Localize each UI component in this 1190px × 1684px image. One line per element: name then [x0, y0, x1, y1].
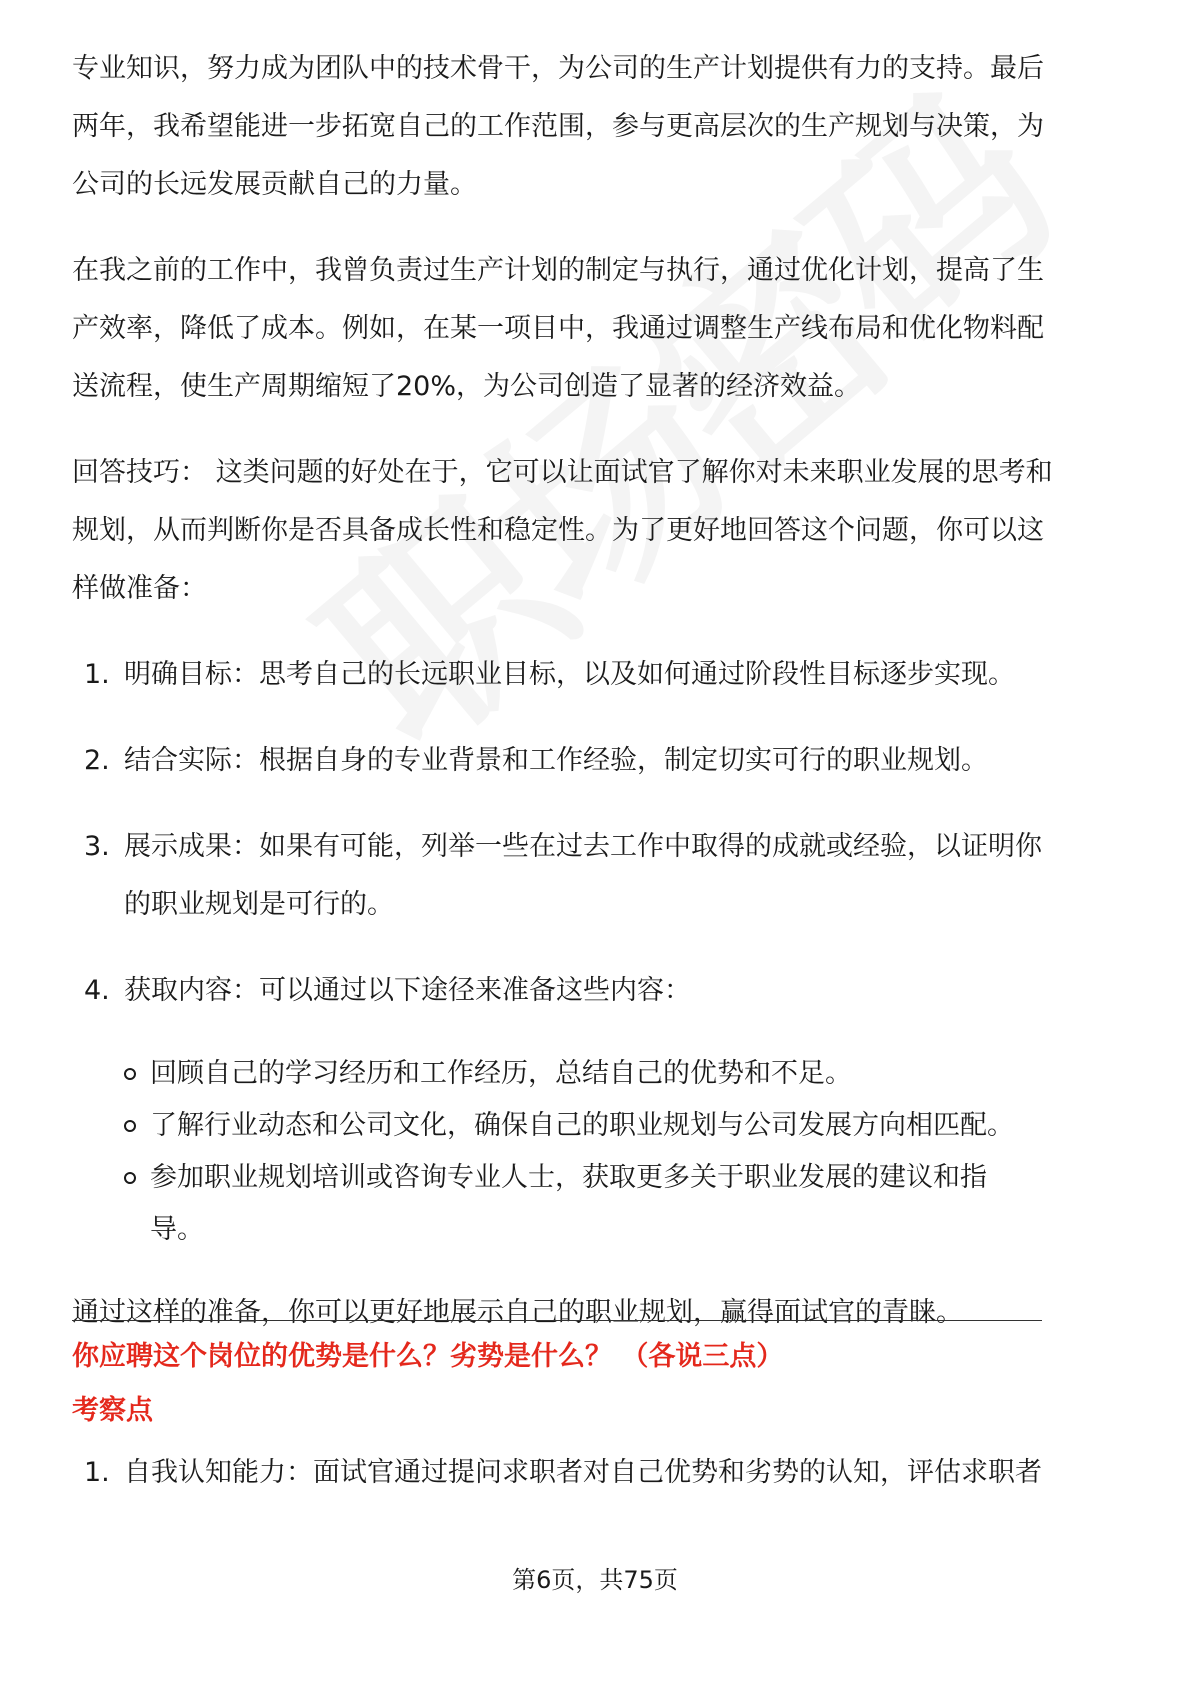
page-footer: 第6页，共75页: [512, 1566, 678, 1594]
section-divider: [72, 1320, 1042, 1321]
bullet-item-text: 回顾自己的学习经历和工作经历，总结自己的优势和不足。: [150, 1058, 852, 1089]
section-subheading: 考察点: [72, 1395, 153, 1426]
text-line: 送流程，使生产周期缩短了20%，为公司创造了显著的经济效益。: [72, 371, 862, 402]
list-number: 3.: [84, 831, 110, 862]
paragraph-answer-tips: [72, 444, 1132, 618]
list-item-text: 自我认知能力：面试官通过提问求职者对自己优势和劣势的认知，评估求职者: [124, 1457, 1042, 1488]
list-item: [72, 646, 1132, 704]
bullet-item: [124, 1100, 1132, 1152]
list-item: [72, 818, 1132, 934]
bullet-item-text: 了解行业动态和公司文化，确保自己的职业规划与公司发展方向相匹配。: [150, 1110, 1014, 1141]
bullet-item: [124, 1048, 1132, 1100]
bullet-item-text: 参加职业规划培训或咨询专业人士，获取更多关于职业发展的建议和指: [150, 1162, 987, 1193]
bullet-list: [72, 1048, 1132, 1256]
text-line: 在我之前的工作中，我曾负责过生产计划的制定与执行，通过优化计划，提高了生: [72, 255, 1044, 286]
list-item-text: 结合实际：根据自身的专业背景和工作经验，制定切实可行的职业规划。: [124, 745, 988, 776]
bullet-item-text: 导。: [150, 1214, 204, 1245]
list-item: [72, 732, 1132, 790]
text-line: 样做准备：: [72, 573, 207, 604]
list-number: 2.: [84, 745, 110, 776]
circle-bullet-icon: [124, 1068, 136, 1080]
list-item-text: 获取内容：可以通过以下途径来准备这些内容：: [124, 975, 691, 1006]
question-heading: 你应聘这个岗位的优势是什么？劣势是什么？ （各说三点）: [72, 1341, 784, 1372]
paragraph-closing: 通过这样的准备，你可以更好地展示自己的职业规划，赢得面试官的青睐。: [72, 1297, 963, 1328]
text-line: 专业知识，努力成为团队中的技术骨干，为公司的生产计划提供有力的支持。最后: [72, 53, 1044, 84]
list-item-text: 明确目标：思考自己的长远职业目标，以及如何通过阶段性目标逐步实现。: [124, 659, 1015, 690]
list-number: 1.: [84, 1457, 110, 1488]
text-line: 公司的长远发展贡献自己的力量。: [72, 169, 477, 200]
bullet-item: [124, 1152, 1132, 1256]
list-number: 1.: [84, 659, 110, 690]
text-line: 两年，我希望能进一步拓宽自己的工作范围，参与更高层次的生产规划与决策，为: [72, 111, 1044, 142]
numbered-list: [72, 646, 1132, 1020]
circle-bullet-icon: [124, 1172, 136, 1184]
text-line: 产效率，降低了成本。例如，在某一项目中，我通过调整生产线布局和优化物料配: [72, 313, 1044, 344]
main-content: [72, 40, 1132, 1342]
list-item-text: 展示成果：如果有可能，列举一些在过去工作中取得的成就或经验，以证明你: [124, 831, 1042, 862]
text-line: 回答技巧： 这类问题的好处在于，它可以让面试官了解你对未来职业发展的思考和: [72, 457, 1053, 488]
list-number: 4.: [84, 975, 110, 1006]
list-item: [72, 962, 1132, 1020]
circle-bullet-icon: [124, 1120, 136, 1132]
list-item-text: 的职业规划是可行的。: [124, 889, 394, 920]
paragraph-experience: [72, 242, 1132, 416]
text-line: 规划，从而判断你是否具备成长性和稳定性。为了更好地回答这个问题，你可以这: [72, 515, 1044, 546]
paragraph-career-plan: [72, 40, 1132, 214]
